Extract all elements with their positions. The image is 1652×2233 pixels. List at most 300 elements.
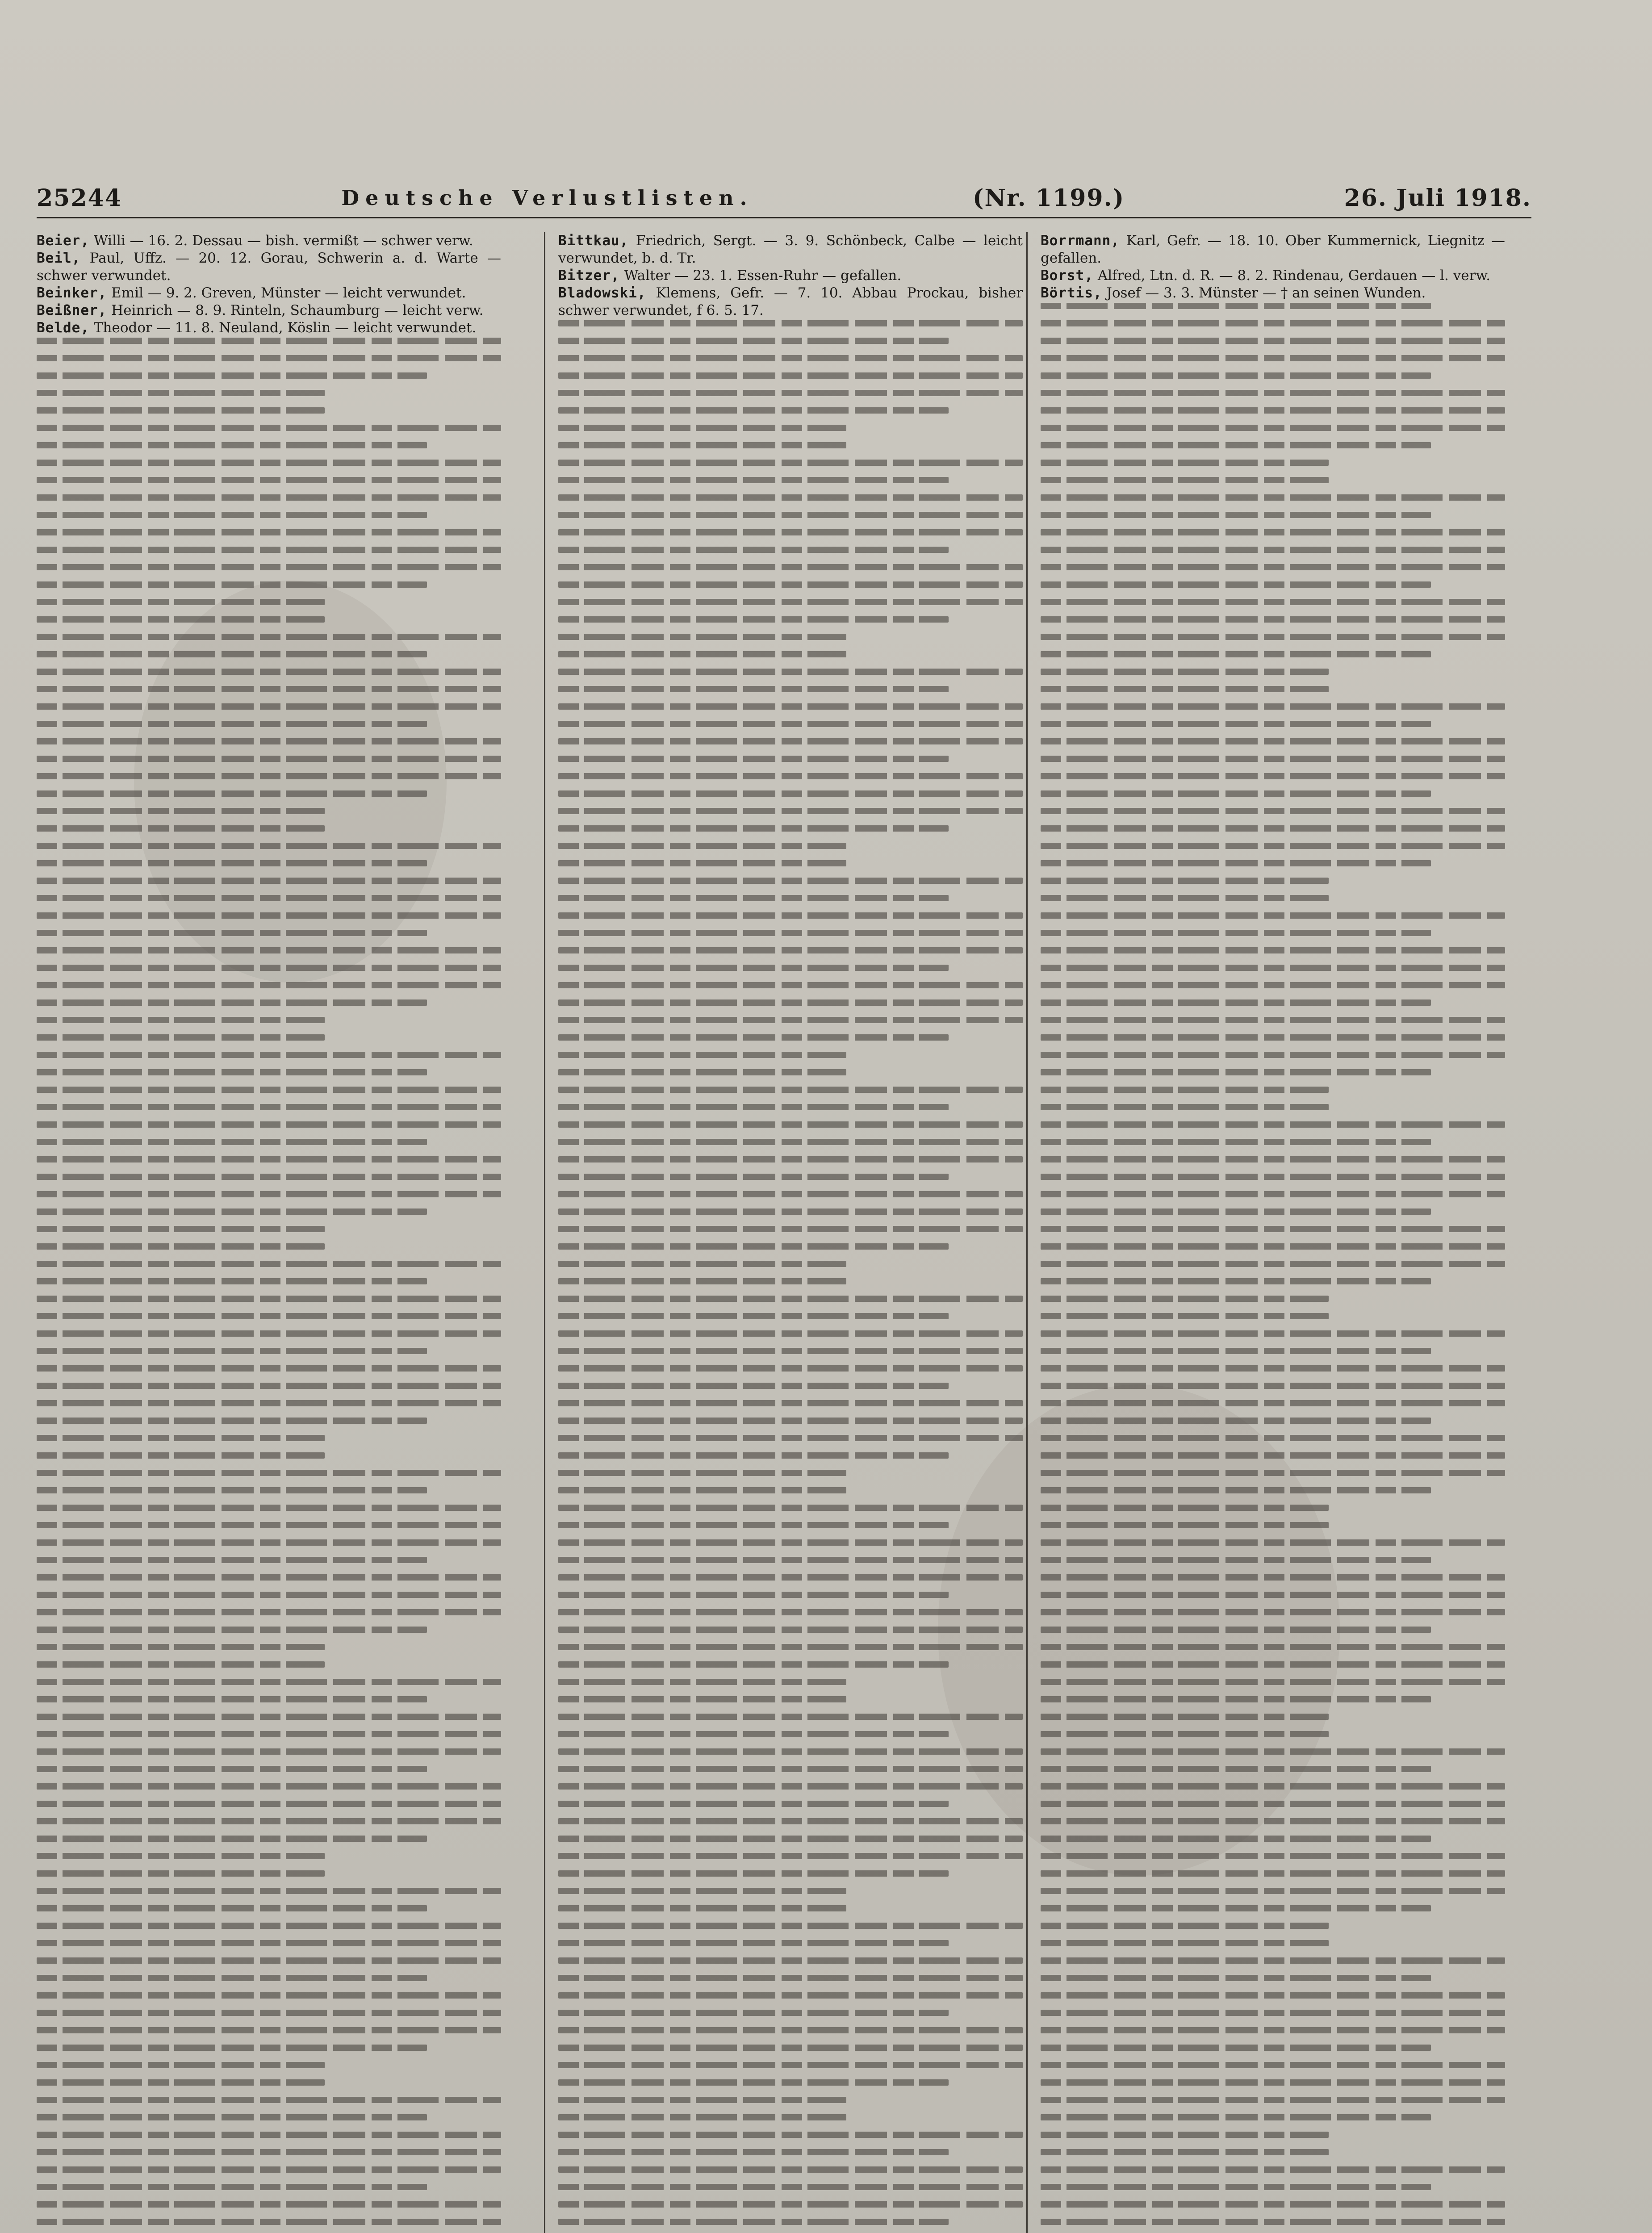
text-line: [1041, 2097, 1505, 2103]
text-line: [37, 1957, 501, 1964]
text-line: [37, 2045, 427, 2051]
text-line: [1041, 1609, 1505, 1615]
text-line: [37, 999, 427, 1006]
text-line: [1041, 320, 1505, 326]
text-line: [558, 843, 846, 849]
text-line: [37, 390, 325, 396]
entry-text: Friedrich, Sergt. — 3. 9. Schönbeck, Calbe — leicht verwundet, b. d. Tr.: [558, 233, 1023, 266]
text-line: [1041, 895, 1329, 901]
text-line: [1041, 1017, 1505, 1023]
text-line: [37, 2062, 325, 2068]
text-line: [558, 547, 949, 553]
text-line: [37, 2201, 501, 2208]
text-line: [37, 1766, 427, 1772]
text-line: [37, 1052, 501, 1058]
text-line: [558, 1435, 1023, 1441]
text-line: [37, 1226, 325, 1232]
text-line: [558, 2027, 1023, 2033]
text-line: [558, 860, 846, 866]
text-line: [558, 634, 846, 640]
text-line: [558, 1278, 846, 1284]
text-line: [37, 895, 501, 901]
text-line: [558, 1226, 1023, 1232]
text-line: [37, 1261, 501, 1267]
text-line: [1041, 2184, 1431, 2190]
text-line: [558, 1853, 1023, 1859]
text-line: [1041, 1174, 1505, 1180]
text-line: [558, 1452, 949, 1459]
casualty-list: [1041, 232, 1505, 302]
header-rule: [37, 217, 1531, 218]
text-line: [1041, 790, 1431, 797]
text-line: [558, 1313, 949, 1319]
text-line: [37, 756, 501, 762]
text-line: [37, 1208, 427, 1215]
text-line: [1041, 634, 1505, 640]
text-line: [1041, 1940, 1329, 1946]
text-line: [1041, 1888, 1505, 1894]
text-line: [558, 930, 1023, 936]
text-line: [558, 1801, 949, 1807]
text-line: [37, 1017, 325, 1023]
text-line: [1041, 599, 1505, 605]
text-line: [37, 947, 501, 953]
text-line: [37, 1505, 501, 1511]
text-line: [37, 1853, 325, 1859]
text-line: [37, 1836, 427, 1842]
text-line: [37, 407, 325, 414]
text-line: [558, 1330, 1023, 1337]
text-line: [1041, 843, 1505, 849]
text-line: [558, 1923, 1023, 1929]
text-line: [37, 1592, 501, 1598]
text-line: [1041, 2132, 1329, 2138]
text-line: [37, 1940, 501, 1946]
casualty-entry: [37, 302, 501, 319]
text-line: [37, 1174, 501, 1180]
text-line: [37, 843, 501, 849]
text-line: [558, 1731, 949, 1737]
text-line: [558, 878, 1023, 884]
text-line: [558, 1644, 1023, 1650]
text-line: [37, 512, 427, 518]
illegible-entries: [558, 320, 1023, 2233]
text-line: [1041, 2166, 1505, 2173]
text-line: [37, 1365, 501, 1372]
text-line: [558, 1836, 1023, 1842]
text-line: [1041, 1627, 1431, 1633]
text-line: [37, 1487, 427, 1493]
text-line: [1041, 1644, 1505, 1650]
text-line: [1041, 1365, 1505, 1372]
text-line: [1041, 1818, 1505, 1824]
text-line: [558, 407, 949, 414]
text-line: [558, 947, 1023, 953]
text-line: [37, 912, 501, 919]
text-line: [558, 1487, 846, 1493]
text-line: [1041, 651, 1431, 657]
text-line: [558, 581, 1023, 588]
text-line: [558, 912, 1023, 919]
text-line: [558, 1679, 846, 1685]
text-line: [558, 686, 949, 692]
casualty-entry: [37, 319, 501, 337]
text-line: [37, 1243, 325, 1250]
text-line: [558, 1052, 846, 1058]
text-line: [558, 1557, 1023, 1563]
entry-text: Alfred, Ltn. d. R. — 8. 2. Rindenau, Gerdauen — l. verw.: [1097, 268, 1491, 284]
text-line: [558, 982, 1023, 988]
text-line: [37, 965, 501, 971]
text-line: [1041, 1714, 1329, 1720]
text-line: [558, 372, 1023, 379]
text-line: [1041, 1261, 1505, 1267]
text-line: [1041, 1470, 1505, 1476]
text-line: [558, 2219, 949, 2225]
text-line: [558, 1714, 1023, 1720]
text-line: [558, 1261, 846, 1267]
text-line: [37, 1992, 501, 1999]
text-line: [558, 512, 1023, 518]
column-3: [1041, 232, 1505, 2233]
text-line: [37, 982, 501, 988]
text-line: [1041, 547, 1505, 553]
illegible-entries: [1041, 303, 1505, 2233]
text-line: [558, 895, 949, 901]
casualty-entry: [37, 284, 501, 302]
text-line: [37, 1034, 325, 1041]
text-line: [37, 1330, 501, 1337]
text-line: [37, 1870, 325, 1877]
text-line: [1041, 1766, 1431, 1772]
text-line: [37, 2114, 427, 2120]
text-line: [1041, 738, 1505, 744]
text-line: [558, 2079, 949, 2086]
text-line: [558, 442, 846, 448]
text-line: [1041, 756, 1505, 762]
text-line: [558, 1156, 1023, 1162]
text-line: [37, 2166, 501, 2173]
text-line: [1041, 1243, 1505, 1250]
text-line: [1041, 1278, 1431, 1284]
text-line: [558, 529, 1023, 535]
text-line: [558, 2149, 949, 2155]
text-line: [37, 669, 501, 675]
text-line: [1041, 982, 1505, 988]
casualty-entry: [558, 232, 1023, 267]
text-line: [37, 686, 501, 692]
text-line: [558, 1661, 949, 1668]
text-line: [1041, 930, 1431, 936]
page-number: 25244: [37, 184, 122, 212]
text-line: [1041, 947, 1505, 953]
text-line: [37, 773, 501, 779]
text-line: [558, 425, 846, 431]
text-line: [37, 1104, 501, 1110]
text-line: [558, 1104, 949, 1110]
text-line: [1041, 2027, 1505, 2033]
text-line: [37, 1888, 501, 1894]
entry-text: Klemens, Gefr. — 7. 10. Abbau Prockau, bisher schwer verwundet, f 6. 5. 17.: [558, 285, 1023, 318]
text-line: [558, 1034, 949, 1041]
text-line: [1041, 999, 1431, 1006]
publication-title: Deutsche Verlustlisten.: [341, 186, 753, 210]
text-line: [1041, 1139, 1431, 1145]
text-line: [1041, 1905, 1431, 1911]
text-line: [37, 1801, 501, 1807]
text-line: [37, 1627, 427, 1633]
text-line: [37, 1522, 501, 1528]
text-line: [37, 634, 501, 640]
entry-text: Emil — 9. 2. Greven, Münster — leicht verwundet.: [111, 285, 466, 301]
text-line: [1041, 860, 1431, 866]
page-header: [37, 182, 1531, 213]
text-line: [558, 756, 949, 762]
text-line: [37, 372, 427, 379]
text-line: [37, 616, 325, 623]
text-line: [37, 2097, 501, 2103]
column-1: [37, 232, 501, 2233]
casualty-entry: [37, 250, 501, 284]
column-2: [558, 232, 1023, 2233]
text-line: [1041, 1505, 1329, 1511]
text-line: [558, 965, 949, 971]
text-line: [558, 790, 1023, 797]
entry-name: Beißner,: [37, 302, 107, 318]
text-line: [1041, 1313, 1329, 1319]
text-line: [37, 825, 325, 832]
text-line: [1041, 581, 1431, 588]
text-line: [1041, 1400, 1505, 1406]
text-line: [1041, 1557, 1431, 1563]
text-line: [37, 1696, 427, 1702]
text-line: [1041, 2010, 1505, 2016]
text-line: [37, 2027, 501, 2033]
text-line: [1041, 1191, 1505, 1197]
text-line: [37, 651, 427, 657]
text-line: [37, 878, 501, 884]
text-line: [1041, 1087, 1329, 1093]
text-line: [558, 1174, 949, 1180]
column-divider: [1026, 232, 1028, 2233]
text-line: [37, 703, 501, 710]
text-line: [37, 529, 501, 535]
text-line: [558, 1609, 1023, 1615]
text-line: [37, 547, 501, 553]
text-line: [1041, 1836, 1431, 1842]
casualty-list: [558, 232, 1023, 319]
text-line: [37, 1452, 325, 1459]
text-line: [1041, 912, 1505, 919]
text-line: [558, 1348, 1023, 1354]
text-line: [1041, 1696, 1431, 1702]
text-line: [558, 1766, 1023, 1772]
text-line: [1041, 2219, 1505, 2225]
text-line: [558, 390, 1023, 396]
casualty-entry: [1041, 232, 1505, 267]
text-line: [558, 738, 1023, 744]
text-line: [558, 564, 1023, 570]
text-line: [1041, 1208, 1431, 1215]
text-line: [1041, 965, 1505, 971]
text-line: [37, 1191, 501, 1197]
text-line: [558, 460, 1023, 466]
text-line: [558, 599, 1023, 605]
text-line: [1041, 1069, 1431, 1075]
text-line: [1041, 1870, 1505, 1877]
entry-name: Borst,: [1041, 268, 1093, 284]
entry-text: Paul, Uffz. — 20. 12. Gorau, Schwerin a. d. Warte — schwer verwundet.: [37, 250, 501, 284]
text-line: [558, 1539, 1023, 1546]
text-line: [37, 425, 501, 431]
text-line: [37, 338, 501, 344]
entry-text: Willi — 16. 2. Dessau — bish. vermißt — schwer verw.: [93, 233, 473, 249]
text-line: [558, 1905, 846, 1911]
text-line: [558, 1383, 949, 1389]
text-line: [37, 1278, 427, 1284]
casualty-list: [37, 232, 501, 337]
entry-name: Borrmann,: [1041, 233, 1120, 249]
text-line: [1041, 1853, 1505, 1859]
text-line: [1041, 1330, 1505, 1337]
text-line: [37, 1818, 501, 1824]
text-line: [37, 1383, 501, 1389]
text-line: [1041, 1418, 1431, 1424]
entry-text: Walter — 23. 1. Essen-Ruhr — gefallen.: [624, 268, 902, 284]
text-line: [37, 2184, 427, 2190]
text-line: [558, 1783, 1023, 1790]
text-line: [558, 1696, 846, 1702]
text-line: [1041, 669, 1329, 675]
text-line: [558, 1017, 1023, 1023]
text-line: [37, 1296, 501, 1302]
text-line: [558, 1888, 846, 1894]
text-line: [37, 1348, 427, 1354]
text-line: [558, 1574, 1023, 1581]
text-line: [1041, 494, 1505, 501]
text-line: [1041, 477, 1329, 483]
text-line: [558, 616, 949, 623]
text-line: [1041, 878, 1329, 884]
text-line: [1041, 1679, 1505, 1685]
text-line: [558, 2201, 1023, 2208]
text-line: [558, 773, 1023, 779]
text-line: [558, 1087, 1023, 1093]
text-line: [1041, 1487, 1431, 1493]
text-line: [558, 1957, 1023, 1964]
text-line: [37, 1574, 501, 1581]
text-line: [558, 825, 949, 832]
text-line: [1041, 721, 1431, 727]
text-line: [37, 1714, 501, 1720]
text-line: [1041, 529, 1505, 535]
text-line: [1041, 1661, 1505, 1668]
entry-name: Bladowski,: [558, 285, 646, 301]
text-line: [558, 2097, 846, 2103]
text-line: [1041, 390, 1505, 396]
text-line: [558, 1400, 1023, 1406]
text-line: [1041, 1992, 1505, 1999]
text-line: [558, 999, 1023, 1006]
entry-text: Josef — 3. 3. Münster — † an seinen Wunden.: [1106, 285, 1426, 301]
text-line: [37, 2079, 325, 2086]
illegible-entries: [37, 338, 501, 2233]
text-line: [558, 1208, 1023, 1215]
text-line: [558, 1975, 1023, 1981]
text-line: [37, 2010, 501, 2016]
text-line: [37, 1975, 427, 1981]
entry-name: Beier,: [37, 233, 89, 249]
text-line: [1041, 1452, 1505, 1459]
entry-text: Heinrich — 8. 9. Rinteln, Schaumburg — leicht verw.: [111, 302, 484, 318]
text-line: [1041, 2149, 1329, 2155]
text-line: [1041, 1226, 1505, 1232]
text-line: [558, 320, 1023, 326]
text-line: [558, 703, 1023, 710]
text-line: [37, 2219, 501, 2225]
text-line: [1041, 2079, 1505, 2086]
text-line: [558, 1818, 1023, 1824]
text-line: [37, 1557, 427, 1563]
text-line: [558, 2010, 949, 2016]
text-line: [37, 1748, 501, 1755]
text-line: [1041, 1592, 1505, 1598]
text-line: [1041, 2201, 1505, 2208]
text-line: [37, 1609, 501, 1615]
text-line: [1041, 2062, 1505, 2068]
text-line: [37, 599, 325, 605]
text-line: [1041, 1052, 1505, 1058]
text-line: [37, 1069, 427, 1075]
text-line: [558, 1870, 949, 1877]
text-line: [1041, 825, 1505, 832]
text-line: [37, 477, 501, 483]
entry-name: Beinker,: [37, 285, 107, 301]
casualty-entry: [1041, 284, 1505, 302]
entry-name: Belde,: [37, 320, 89, 336]
text-line: [37, 1783, 501, 1790]
text-line: [37, 2132, 501, 2138]
text-line: [1041, 1522, 1329, 1528]
text-line: [1041, 1104, 1329, 1110]
text-line: [37, 1661, 325, 1668]
text-line: [558, 2114, 846, 2120]
text-line: [558, 1592, 949, 1598]
text-line: [1041, 303, 1431, 309]
text-line: [37, 1644, 325, 1650]
column-divider: [544, 232, 545, 2233]
text-line: [1041, 407, 1505, 414]
text-line: [1041, 1348, 1431, 1354]
text-line: [1041, 1748, 1505, 1755]
text-line: [558, 1191, 1023, 1197]
text-line: [37, 1539, 501, 1546]
text-line: [558, 721, 1023, 727]
entry-name: Bitzer,: [558, 268, 620, 284]
text-line: [1041, 442, 1431, 448]
entry-text: Karl, Gefr. — 18. 10. Ober Kummernick, Liegnitz — gefallen.: [1041, 233, 1505, 266]
issue-number: (Nr. 1199.): [972, 184, 1125, 212]
casualty-entry: [37, 232, 501, 250]
text-line: [558, 1121, 1023, 1128]
text-line: [37, 860, 427, 866]
text-line: [558, 338, 949, 344]
text-line: [1041, 1783, 1505, 1790]
entry-name: Börtis,: [1041, 285, 1102, 301]
text-line: [558, 494, 1023, 501]
text-line: [1041, 1156, 1505, 1162]
text-line: [37, 1313, 501, 1319]
